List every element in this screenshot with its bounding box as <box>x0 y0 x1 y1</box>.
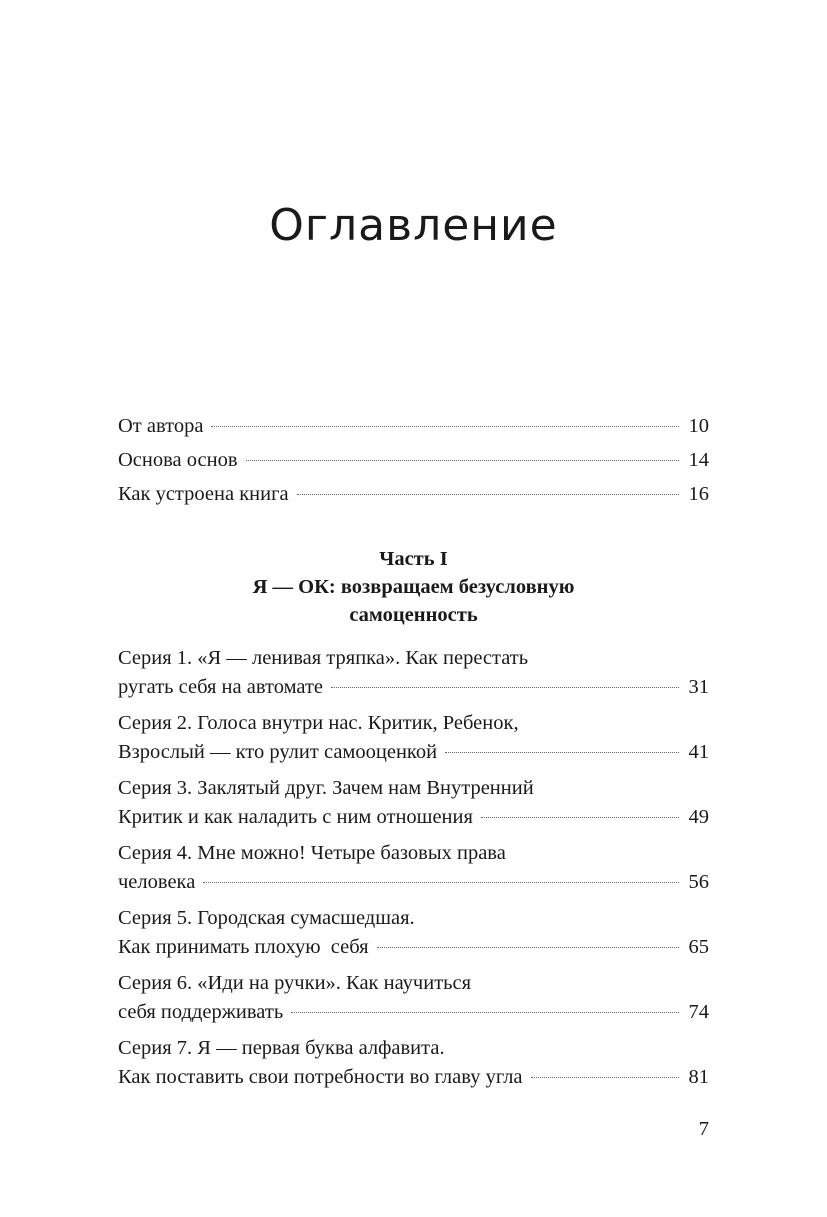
part-label: Часть I <box>379 548 448 570</box>
toc-entry-page: 16 <box>688 483 709 505</box>
toc-entry-line2: Как поставить свои потребности во главу угла <box>118 1066 523 1088</box>
toc-entry-book-structure[interactable] <box>118 480 709 509</box>
dot-leader <box>246 460 679 461</box>
toc-entry-basics[interactable] <box>118 446 709 475</box>
toc-entry-page: 65 <box>688 936 709 958</box>
toc-entry-series-6[interactable] <box>118 968 709 1027</box>
part-title-line1: Я — ОК: возвращаем безусловную <box>252 576 575 598</box>
toc-entry-page: 41 <box>688 741 709 763</box>
toc-entry-page: 31 <box>688 676 709 698</box>
page-title: Оглавление <box>269 200 558 251</box>
toc-entry-page: 49 <box>688 806 709 828</box>
toc-entry-line1: Серия 4. Мне можно! Четыре базовых права <box>118 842 506 864</box>
toc-entry-line2: ругать себя на автомате <box>118 676 324 698</box>
toc-entry-page: 14 <box>688 449 709 471</box>
page-number: 7 <box>698 1118 709 1140</box>
part-heading <box>118 545 709 629</box>
toc-entry-label: Основа основ <box>118 449 238 471</box>
toc-entry-line1: Серия 3. Заклятый друг. Зачем нам Внутренний <box>118 777 534 799</box>
toc-entry-line2: себя поддерживать <box>118 1001 284 1023</box>
front-matter-list <box>118 412 709 509</box>
toc-entry-series-7[interactable] <box>118 1033 709 1092</box>
toc-entry-series-5[interactable] <box>118 903 709 962</box>
toc-entry-line1: Серия 2. Голоса внутри нас. Критик, Ребенок, <box>118 712 519 734</box>
dot-leader <box>481 817 679 818</box>
dot-leader <box>297 494 679 495</box>
toc-entry-line2: человека <box>118 871 196 893</box>
dot-leader <box>377 947 679 948</box>
toc-entry-line1: Серия 1. «Я — ленивая тряпка». Как перестать <box>118 647 529 669</box>
dot-leader <box>211 426 679 427</box>
dot-leader <box>531 1077 679 1078</box>
dot-leader <box>203 882 679 883</box>
dot-leader <box>291 1012 679 1013</box>
toc-entry-series-1[interactable] <box>118 643 709 702</box>
toc-entry-line2: Как принимать плохую себя <box>118 936 369 958</box>
toc-entry-page: 10 <box>688 415 709 437</box>
toc-entry-page: 56 <box>688 871 709 893</box>
toc-entry-label: От автора <box>118 415 204 437</box>
toc-entry-line2: Критик и как наладить с ним отношения <box>118 806 473 828</box>
toc-entry-page: 81 <box>688 1066 709 1088</box>
toc-entry-series-2[interactable] <box>118 708 709 767</box>
toc-entry-series-3[interactable] <box>118 773 709 832</box>
toc-entry-line1: Серия 7. Я — первая буква алфавита. <box>118 1037 445 1059</box>
toc-entry-line1: Серия 5. Городская сумасшедшая. <box>118 907 415 929</box>
toc-entry-label: Как устроена книга <box>118 483 289 505</box>
dot-leader <box>445 752 679 753</box>
toc-entry-line2: Взрослый — кто рулит самооценкой <box>118 741 438 763</box>
dot-leader <box>331 687 679 688</box>
toc-entry-page: 74 <box>688 1001 709 1023</box>
toc-entry-line1: Серия 6. «Иди на ручки». Как научиться <box>118 972 472 994</box>
part-title-line2: самоценность <box>349 604 478 626</box>
toc-entry-from-author[interactable] <box>118 412 709 441</box>
toc-entry-series-4[interactable] <box>118 838 709 897</box>
series-list <box>118 643 709 1098</box>
